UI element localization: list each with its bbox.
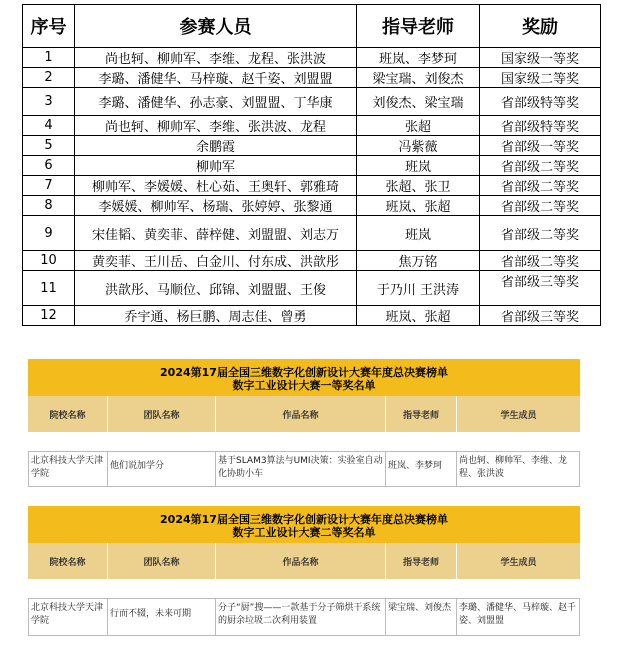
row-index: 7: [23, 176, 75, 196]
row-participants: 黄奕菲、王川岳、白金川、付东成、洪歆彤: [75, 251, 357, 271]
row-advisors: 班岚、张超: [357, 306, 480, 326]
row-participants: 李璐、潘健华、孙志豪、刘盟盟、丁华康: [75, 88, 357, 116]
row-advisors: 张超、张卫: [357, 176, 480, 196]
cell-members: 尚也轲、柳帅军、李维、龙程、张洪波: [457, 452, 580, 486]
row-award: 省部级特等奖: [480, 116, 601, 136]
spacer: [28, 579, 580, 598]
row-award: 省部级二等奖: [480, 156, 601, 176]
row-participants: 宋佳韬、黄奕菲、薛梓健、刘盟盟、刘志万: [75, 216, 357, 251]
row-participants: 余鹏霞: [75, 136, 357, 156]
first-prize-header-row: [28, 396, 580, 432]
cell-work: 基于SLAM3算法与UMI决策：实验室自动化协助小车: [216, 452, 386, 486]
row-participants: 洪歆彤、马顺位、邱锦、刘盟盟、王俊: [75, 271, 357, 306]
row-index: 11: [23, 271, 75, 306]
second-prize-list: [28, 506, 580, 636]
second-prize-header-row: [28, 543, 580, 579]
row-index: 4: [23, 116, 75, 136]
cell-school: 北京科技大学天津学院: [28, 599, 108, 635]
second-prize-subtitle: 数字工业设计大赛二等奖名单: [232, 526, 376, 539]
row-index: 1: [23, 48, 75, 68]
table-row: [23, 136, 601, 156]
row-participants: 柳帅军: [75, 156, 357, 176]
row-award: 省部级二等奖: [480, 176, 601, 196]
row-award: 省部级特等奖: [480, 88, 601, 116]
cell-team: 行而不辍，未来可期: [108, 599, 216, 635]
row-participants: 李璐、潘健华、马梓璇、赵千姿、刘盟盟: [75, 68, 357, 88]
col-work: 作品名称: [216, 543, 386, 579]
second-prize-row: [28, 598, 580, 636]
row-award: 省部级一等奖: [480, 136, 601, 156]
row-index: 2: [23, 68, 75, 88]
first-prize-banner: [28, 359, 580, 396]
row-advisors: 刘俊杰、梁宝瑞: [357, 88, 480, 116]
cell-members: 李璐、潘健华、马梓璇、赵千姿、刘盟盟: [457, 599, 580, 635]
row-award: 省部级二等奖: [480, 216, 601, 251]
row-index: 9: [23, 216, 75, 251]
row-participants: 尚也轲、柳帅军、李维、张洪波、龙程: [75, 116, 357, 136]
row-advisors: 于乃川 王洪涛: [357, 271, 480, 306]
row-advisors: 张超: [357, 116, 480, 136]
table-row: [23, 156, 601, 176]
row-advisors: 班岚、李梦珂: [357, 48, 480, 68]
table-row: [23, 48, 601, 68]
header-award: 奖励: [480, 5, 601, 48]
table-row: [23, 116, 601, 136]
second-prize-banner: [28, 506, 580, 543]
row-advisors: 冯紫薇: [357, 136, 480, 156]
col-team: 团队名称: [108, 396, 216, 432]
row-participants: 乔宇通、杨巨鹏、周志佳、曾勇: [75, 306, 357, 326]
row-award: 省部级三等奖: [480, 306, 601, 326]
row-advisors: 梁宝瑞、刘俊杰: [357, 68, 480, 88]
row-participants: 尚也轲、柳帅军、李维、龙程、张洪波: [75, 48, 357, 68]
first-prize-row: [28, 451, 580, 487]
cell-advisor: 班岚、李梦珂: [386, 452, 457, 486]
table-row: [23, 216, 601, 251]
cell-advisor: 梁宝瑞、刘俊杰: [386, 599, 457, 635]
row-award: 国家级二等奖: [480, 68, 601, 88]
row-award: 省部级三等奖: [480, 271, 601, 306]
table-row: [23, 251, 601, 271]
table-row: [23, 271, 601, 306]
col-advisor: 指导老师: [386, 396, 457, 432]
row-advisors: 班岚、张超: [357, 196, 480, 216]
awards-table: [22, 4, 601, 326]
row-index: 3: [23, 88, 75, 116]
cell-team: 他们说加学分: [108, 452, 216, 486]
row-index: 5: [23, 136, 75, 156]
row-index: 12: [23, 306, 75, 326]
header-participants: 参赛人员: [75, 5, 357, 48]
row-index: 10: [23, 251, 75, 271]
header-advisors: 指导老师: [357, 5, 480, 48]
table-header-row: [23, 5, 601, 48]
row-award: 省部级二等奖: [480, 196, 601, 216]
header-index: 序号: [23, 5, 75, 48]
row-index: 8: [23, 196, 75, 216]
table-row: [23, 176, 601, 196]
col-school: 院校名称: [28, 396, 108, 432]
row-index: 6: [23, 156, 75, 176]
first-prize-subtitle: 数字工业设计大赛一等奖名单: [232, 379, 376, 392]
row-award: 国家级一等奖: [480, 48, 601, 68]
table-row: [23, 306, 601, 326]
first-prize-list: [28, 359, 580, 487]
row-participants: 李媛媛、柳帅军、杨瑞、张婷婷、张黎通: [75, 196, 357, 216]
col-team: 团队名称: [108, 543, 216, 579]
row-participants: 柳帅军、李媛媛、杜心茹、王奥轩、郭雅琦: [75, 176, 357, 196]
col-work: 作品名称: [216, 396, 386, 432]
table-row: [23, 88, 601, 116]
row-advisors: 焦万铭: [357, 251, 480, 271]
col-advisor: 指导老师: [386, 543, 457, 579]
row-advisors: 班岚: [357, 216, 480, 251]
second-prize-title: 2024第17届全国三维数字化创新设计大赛年度总决赛榜单: [160, 513, 448, 526]
cell-work: 分子“厨”搜——一款基于分子筛烘干系统的厨余垃圾二次利用装置: [216, 599, 386, 635]
col-members: 学生成员: [500, 557, 537, 568]
row-advisors: 班岚: [357, 156, 480, 176]
table-row: [23, 196, 601, 216]
col-members: 学生成员: [500, 410, 537, 421]
first-prize-title: 2024第17届全国三维数字化创新设计大赛年度总决赛榜单: [160, 366, 448, 379]
cell-school: 北京科技大学天津学院: [28, 452, 108, 486]
col-school: 院校名称: [28, 543, 108, 579]
row-award: 省部级二等奖: [480, 251, 601, 271]
spacer: [28, 432, 580, 451]
table-row: [23, 68, 601, 88]
